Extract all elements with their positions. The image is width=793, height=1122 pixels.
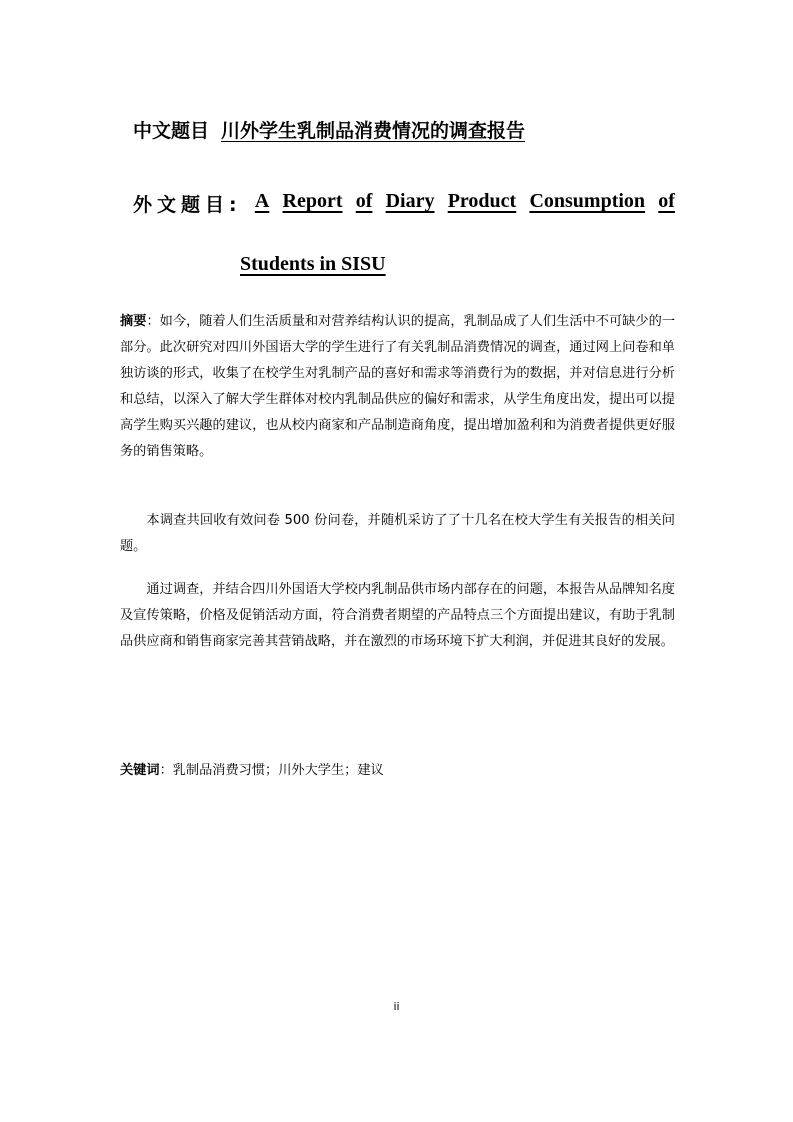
keywords-label: 关键词 — [120, 763, 160, 778]
survey-paragraph: 本调查共回收有效问卷 500 份问卷，并随机采访了了十几名在校大学生有关报告的相关问题。 — [120, 513, 675, 554]
keywords-text: ：乳制品消费习惯；川外大学生；建议 — [159, 763, 384, 778]
foreign-title-word: Product — [447, 190, 517, 212]
foreign-title-line-1 — [133, 190, 675, 217]
foreign-title-word: Diary — [385, 190, 435, 212]
foreign-title-word: of — [658, 190, 675, 212]
keywords-line — [120, 758, 675, 784]
recommendation-paragraph: 通过调查，并结合四川外国语大学校内乳制品供市场内部存在的问题，本报告从品牌知名度及宣传策略，价格及促销活动方面，符合消费者期望的产品特点三个方面提出建议，有助于乳制品供应商和销售商家完善其营销战略，并在激烈的市场环境下扩大利润，并促进其良好的发展。 — [120, 582, 675, 649]
abstract-text: ：如今，随着人们生活质量和对营养结构认识的提高，乳制品成了人们生活中不可缺少的一部分。此次研究对四川外国语大学的学生进行了有关乳制品消费情况的调查，通过网上问卷和单独访谈的形式，收集了在校学生对乳制产品的喜好和需求等消费行为的数据，并对信息进行分析和总结，以深入了解大学生群体对校内乳制品供应的偏好和需求，从学生角度出发，提出可以提高学生购买兴趣的建议，也从校内商家和产品制造商角度，提出增加盈利和为消费者提供更好服务的销售策略。 — [120, 314, 676, 459]
page-number: ii — [393, 1000, 400, 1013]
foreign-title-word: A — [254, 190, 270, 212]
chinese-title-value: 川外学生乳制品消费情况的调查报告 — [221, 120, 526, 142]
foreign-title-line-2: Students in SISU — [240, 253, 386, 275]
abstract-label: 摘要 — [120, 314, 147, 329]
foreign-title-word: Consumption — [529, 190, 646, 212]
chinese-title-label: 中文题目 — [133, 120, 210, 142]
foreign-title-word: Report — [282, 190, 343, 212]
foreign-title-word: of — [355, 190, 373, 212]
foreign-title-label: 外文题目: — [133, 194, 242, 216]
abstract-paragraph — [120, 309, 675, 465]
chinese-title — [133, 116, 525, 143]
